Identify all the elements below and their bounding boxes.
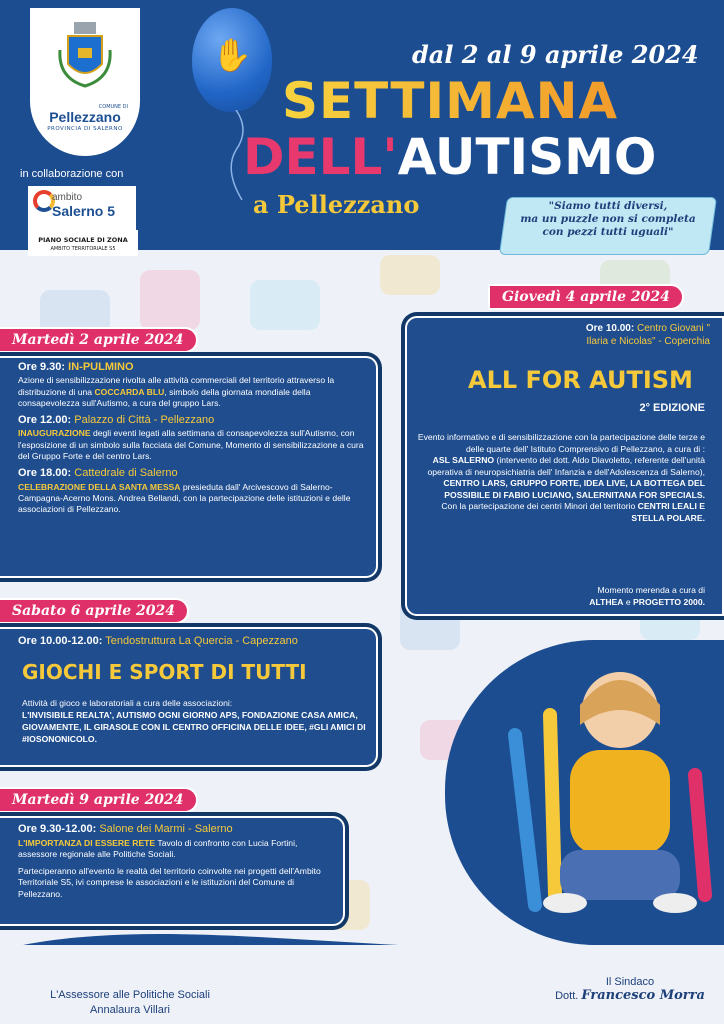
hand-icon: ✋ bbox=[212, 36, 252, 74]
e2-highlight: INAUGURAZIONE bbox=[18, 428, 91, 439]
ambito-word: ambito bbox=[52, 192, 83, 203]
saturday-time: Ore 10.00-12.00: bbox=[18, 635, 103, 647]
saturday-headline: GIOCHI E SPORT DI TUTTI bbox=[22, 660, 307, 684]
merenda-text: Momento merenda a cura di bbox=[597, 585, 705, 595]
e3-highlight: CELEBRAZIONE DELLA SANTA MESSA bbox=[18, 481, 181, 492]
thursday-edition: 2° EDIZIONE bbox=[639, 402, 705, 414]
saturday-time-place bbox=[18, 635, 370, 647]
thursday-time-place bbox=[420, 322, 710, 348]
progetto: PROGETTO 2000. bbox=[633, 597, 705, 607]
tuesday9-content bbox=[18, 824, 338, 900]
comune-logo-card bbox=[30, 8, 140, 156]
title-settimana: SETTIMANA bbox=[282, 72, 619, 130]
e3-place: Cattedrale di Salerno bbox=[74, 467, 178, 480]
quote-text bbox=[503, 200, 713, 239]
quote-line: "Siamo tutti diversi, bbox=[548, 200, 668, 212]
title-dell: DELL' bbox=[243, 128, 398, 186]
saturday-assoc: L'INVISIBILE REALTA', AUTISMO OGNI GIORNO APS, FONDAZIONE CASA AMICA, GIOVAMENTE, IL GIRASOLE CON IL CENTRO OFFICINA DELLE IDEE, #GLI AMICI DI #IOSONONICOLO. bbox=[22, 710, 366, 744]
town-name: Pellezzano bbox=[49, 109, 121, 125]
t9-time: Ore 9.30-12.00: bbox=[18, 823, 97, 835]
thursday-centers: CENTRO LARS, GRUPPO FORTE, IDEA LIVE, LA BOTTEGA DEL POSSIBILE DI FABIO LUCIANO, SALERNITANA FOR SPECIALS. bbox=[443, 478, 705, 500]
t9-text: Parteciperanno all'evento le realtà del territorio coinvolte nei progetti dell'Ambito Territoriale S5, ivi comprese le associazioni e le istituzioni del Comune di Pellezzano. bbox=[18, 865, 321, 899]
sindaco-signature bbox=[540, 975, 720, 1003]
thursday-time: Ore 10.00: bbox=[585, 323, 635, 334]
tuesday2-label: Martedì 2 aprile 2024 bbox=[0, 327, 198, 353]
t9-text: Tavolo di confronto con Lucia Fortini, assessore regionale alle Politiche Sociali. bbox=[18, 837, 298, 859]
collab-label: in collaborazione con bbox=[20, 168, 124, 180]
child-illustration bbox=[505, 655, 720, 925]
ambito-territoriale: AMBITO TERRITORIALE S5 bbox=[50, 246, 116, 252]
althea: ALTHEA bbox=[589, 597, 624, 607]
e1-highlight: COCCARDA BLU bbox=[94, 386, 165, 397]
e2-text: degli eventi legati alla settimana di consapevolezza sull'Autismo, con l'esposizione di un simbolo sulla facciata del Comune, Momento di sensibilizzazione a cura del Gruppo Forte e del centro Lars. bbox=[18, 428, 364, 462]
thursday-headline: ALL FOR AUTISM bbox=[468, 366, 693, 394]
e2-place: Palazzo di Città - Pellezzano bbox=[74, 414, 215, 427]
ambito-number: Salerno 5 bbox=[52, 203, 116, 219]
title-line1 bbox=[282, 72, 618, 130]
saturday-text: Attività di gioco e laboratoriali a cura delle associazioni: bbox=[22, 698, 233, 708]
province-label: PROVINCIA DI SALERNO bbox=[47, 126, 123, 132]
saturday-place: Tendostruttura La Quercia - Capezzano bbox=[105, 635, 298, 647]
crest-icon bbox=[56, 20, 114, 90]
assessore-name: Annalaura Villari bbox=[90, 1004, 170, 1016]
e1-text: , simbolo della giornata mondiale della consapevolezza sull'Autismo, a cura del gruppo Lars. bbox=[18, 386, 311, 408]
event-dates: dal 2 al 9 aprile 2024 bbox=[412, 40, 699, 69]
subtitle-pellezzano: a Pellezzano bbox=[253, 190, 420, 219]
title-autismo: AUTISMO bbox=[397, 128, 657, 186]
thursday-text: Con la partecipazione dei centri Minori del territorio bbox=[441, 501, 636, 511]
e3-text: presieduta dall' Arcivescovo di Salerno-Campagna-Acerno Mons. Andrea Bellandi, con la partecipazione delle istituzioni e delle associazioni di Pellezzano. bbox=[18, 481, 351, 515]
e1-text: Azione di sensibilizzazione rivolta alle attività commerciali del territorio attraverso la distribuzione di una bbox=[18, 375, 335, 397]
tuesday2-content bbox=[18, 362, 370, 516]
assessore-signature bbox=[0, 988, 260, 1018]
thursday-text: (intervento del dott. Aldo Diavoletto, referente dell'unità operativa di neuropsichiatria dell' Infanzia e dell'Adolescenza di Salerno), bbox=[427, 455, 705, 477]
thursday-place: Centro Giovani " bbox=[636, 323, 710, 334]
title-line2 bbox=[243, 128, 656, 186]
e2-time: Ore 12.00: bbox=[18, 414, 72, 427]
assessore-title: L'Assessore alle Politiche Sociali bbox=[50, 989, 210, 1001]
sindaco-name: Francesco Morra bbox=[581, 988, 705, 1003]
thursday-description bbox=[410, 432, 705, 524]
t9-place: Salone dei Marmi - Salerno bbox=[99, 823, 233, 835]
thursday-place: Ilaria e Nicolas" - Coperchia bbox=[586, 336, 710, 347]
quote-line: con pezzi tutti uguali" bbox=[542, 226, 674, 238]
thursday-asl: ASL SALERNO bbox=[432, 455, 495, 465]
thursday-text: Evento informativo e di sensibilizzazione con la partecipazione delle terze e delle quarte dell' Istituto Comprensivo di Pellezzano, a cura di : bbox=[417, 432, 705, 454]
e3-time: Ore 18.00: bbox=[18, 467, 72, 480]
saturday-label: Sabato 6 aprile 2024 bbox=[0, 598, 189, 624]
quote-line: ma un puzzle non si completa bbox=[520, 213, 696, 225]
e1-title: IN-PULMINO bbox=[68, 361, 134, 373]
thursday-merenda bbox=[480, 584, 705, 608]
t9-highlight: L'IMPORTANZA DI ESSERE RETE bbox=[18, 837, 156, 848]
sindaco-prefix: Dott. bbox=[555, 990, 579, 1002]
comune-di-label: COMUNE DI bbox=[98, 104, 128, 110]
e1-time: Ore 9.30: bbox=[18, 361, 66, 373]
sindaco-title: Il Sindaco bbox=[605, 976, 655, 988]
thursday-centri: CENTRI LEALI E STELLA POLARE. bbox=[631, 501, 705, 523]
thursday-label: Giovedì 4 aprile 2024 bbox=[488, 284, 684, 310]
and-text: e bbox=[623, 597, 634, 607]
saturday-content bbox=[22, 697, 372, 745]
tuesday9-label: Martedì 9 aprile 2024 bbox=[0, 787, 198, 813]
piano-sociale: PIANO SOCIALE DI ZONA bbox=[38, 236, 128, 244]
